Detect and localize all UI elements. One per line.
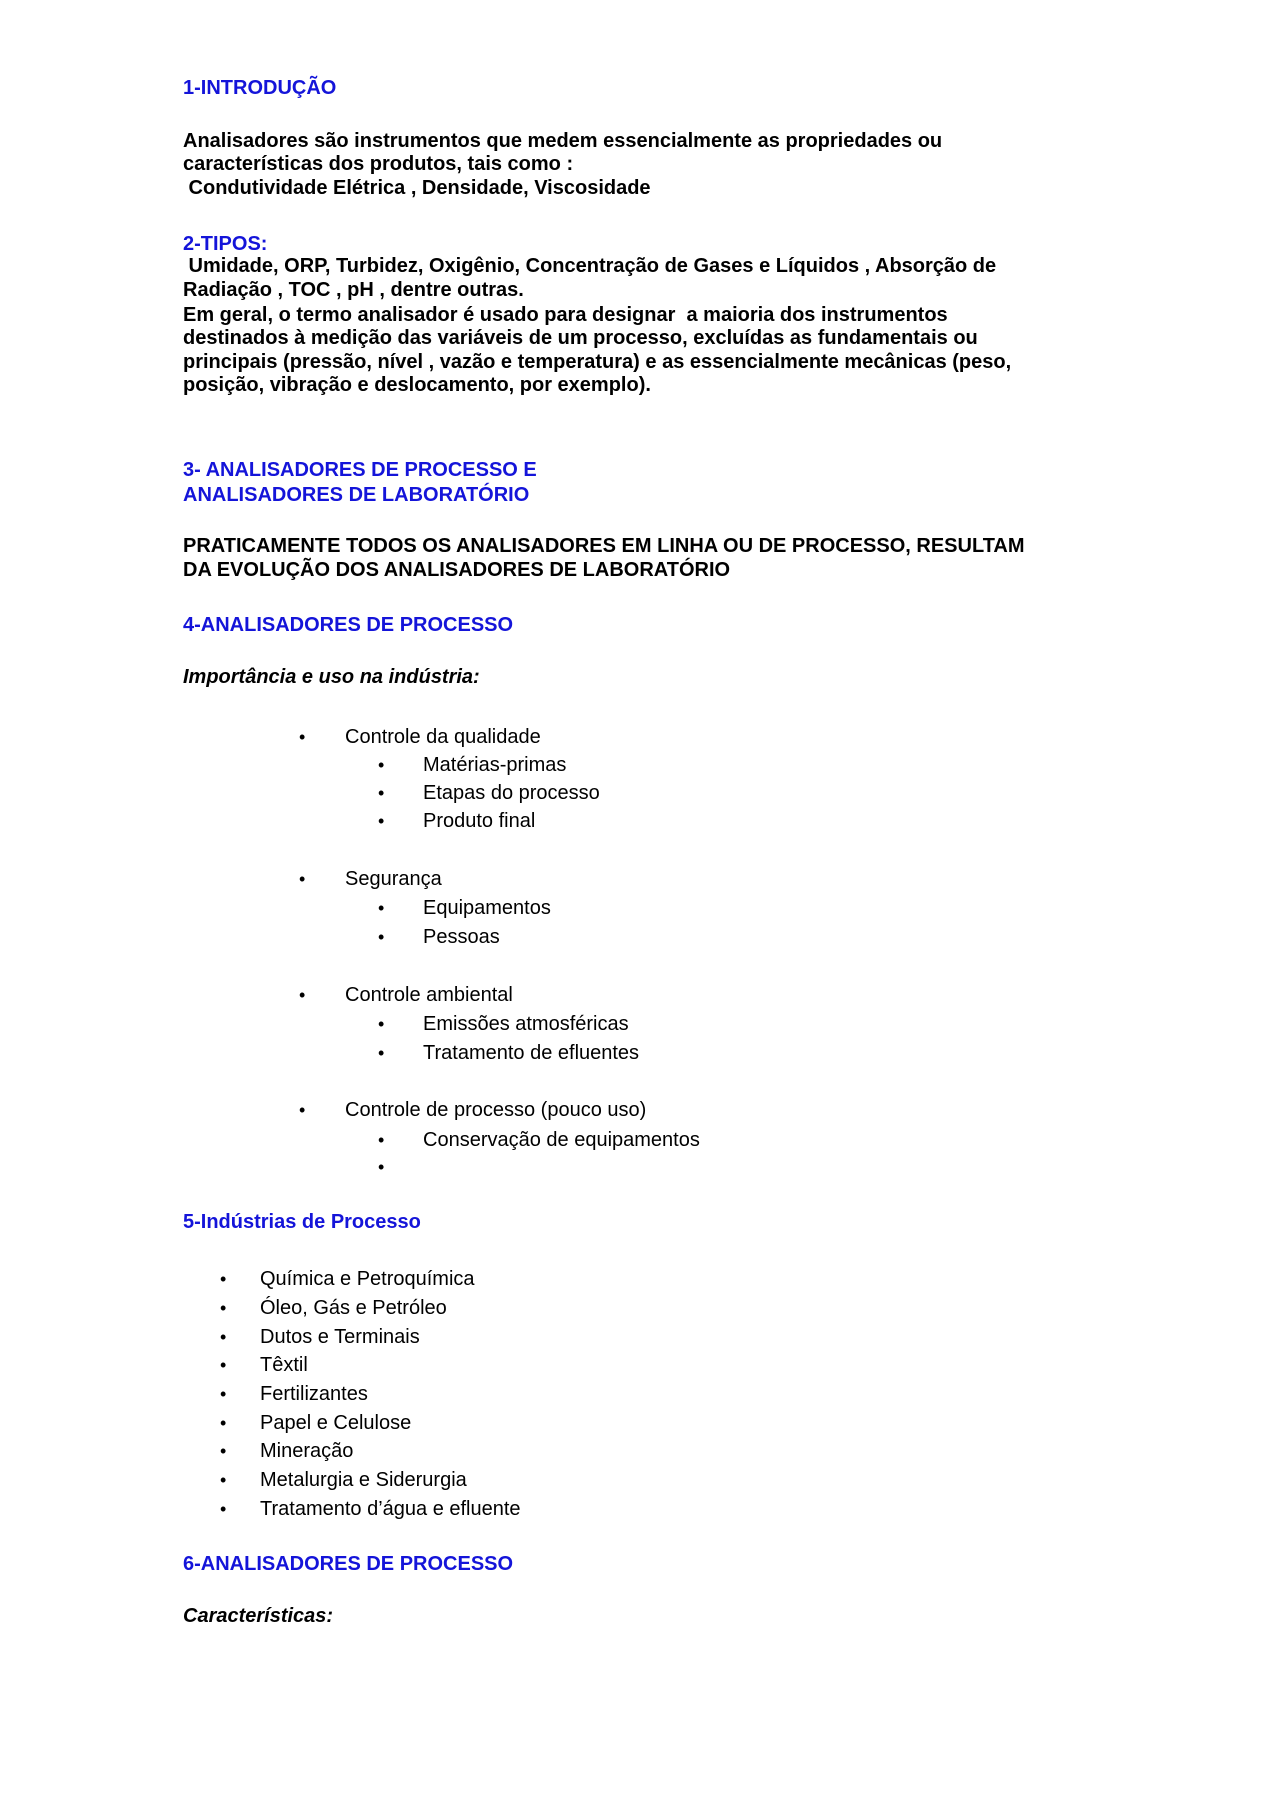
bullet: •: [220, 1327, 227, 1347]
bullet: •: [378, 1014, 385, 1034]
heading-tipos: 2-TIPOS:: [183, 233, 268, 255]
list-subitem: Pessoas: [423, 926, 500, 948]
list-subitem: Etapas do processo: [423, 782, 600, 804]
paragraph-line: posição, vibração e deslocamento, por exemplo).: [183, 374, 651, 396]
list-item-seguranca: Segurança: [345, 868, 442, 890]
industry-item: Têxtil: [260, 1354, 308, 1376]
bullet: •: [299, 1100, 306, 1120]
industry-item: Óleo, Gás e Petróleo: [260, 1297, 447, 1319]
bullet: •: [299, 985, 306, 1005]
list-subitem: Emissões atmosféricas: [423, 1013, 629, 1035]
bullet: •: [220, 1298, 227, 1318]
paragraph-line: Em geral, o termo analisador é usado para designar a maioria dos instrumentos: [183, 304, 948, 326]
heading-introducao: 1-INTRODUÇÃO: [183, 77, 337, 99]
list-subitem: Conservação de equipamentos: [423, 1129, 700, 1151]
industry-item: Papel e Celulose: [260, 1412, 412, 1434]
industry-item: Mineração: [260, 1440, 354, 1462]
bullet: •: [220, 1470, 227, 1490]
industry-item: Dutos e Terminais: [260, 1326, 420, 1348]
bullet: •: [220, 1384, 227, 1404]
paragraph-line: características dos produtos, tais como :: [183, 153, 574, 175]
paragraph-line: DA EVOLUÇÃO DOS ANALISADORES DE LABORATÓRIO: [183, 559, 731, 581]
heading-analisadores-caracteristicas: 6-ANALISADORES DE PROCESSO: [183, 1553, 514, 1575]
paragraph-line: PRATICAMENTE TODOS OS ANALISADORES EM LINHA OU DE PROCESSO, RESULTAM: [183, 535, 1025, 557]
list-subitem: Equipamentos: [423, 897, 551, 919]
bullet: •: [220, 1441, 227, 1461]
bullet: •: [299, 869, 306, 889]
bullet: •: [220, 1499, 227, 1519]
paragraph-line: Radiação , TOC , pH , dentre outras.: [183, 279, 524, 301]
bullet: •: [378, 927, 385, 947]
industry-item: Metalurgia e Siderurgia: [260, 1469, 467, 1491]
bullet: •: [378, 811, 385, 831]
bullet: •: [378, 755, 385, 775]
heading-analisadores-processo-e: 3- ANALISADORES DE PROCESSO E: [183, 459, 537, 481]
paragraph-line: Umidade, ORP, Turbidez, Oxigênio, Concentração de Gases e Líquidos , Absorção de: [183, 255, 997, 277]
bullet: •: [220, 1413, 227, 1433]
list-item-controle-ambiental: Controle ambiental: [345, 984, 513, 1006]
list-item-controle-qualidade: Controle da qualidade: [345, 726, 541, 748]
industry-item: Fertilizantes: [260, 1383, 368, 1405]
paragraph-line: Analisadores são instrumentos que medem essencialmente as propriedades ou: [183, 130, 943, 152]
heading-industrias: 5-Indústrias de Processo: [183, 1211, 421, 1233]
list-subitem: Matérias-primas: [423, 754, 567, 776]
bullet: •: [378, 1157, 385, 1177]
bullet: •: [378, 783, 385, 803]
subtitle-importancia: Importância e uso na indústria:: [183, 666, 480, 688]
bullet: •: [220, 1269, 227, 1289]
paragraph-line: Condutividade Elétrica , Densidade, Viscosidade: [183, 177, 651, 199]
list-subitem: Tratamento de efluentes: [423, 1042, 640, 1064]
industry-item: Química e Petroquímica: [260, 1268, 475, 1290]
heading-analisadores-de-processo: 4-ANALISADORES DE PROCESSO: [183, 614, 514, 636]
list-item-controle-processo: Controle de processo (pouco uso): [345, 1099, 647, 1121]
paragraph-line: destinados à medição das variáveis de um processo, excluídas as fundamentais ou: [183, 327, 978, 349]
paragraph-line: principais (pressão, nível , vazão e temperatura) e as essencialmente mecânicas (peso,: [183, 351, 1012, 373]
bullet: •: [299, 727, 306, 747]
industry-item: Tratamento d’água e efluente: [260, 1498, 521, 1520]
heading-analisadores-laboratorio: ANALISADORES DE LABORATÓRIO: [183, 484, 530, 506]
bullet: •: [378, 1043, 385, 1063]
bullet: •: [378, 898, 385, 918]
bullet: •: [220, 1355, 227, 1375]
subtitle-caracteristicas: Características:: [183, 1605, 334, 1627]
bullet: •: [378, 1130, 385, 1150]
list-subitem: Produto final: [423, 810, 536, 832]
